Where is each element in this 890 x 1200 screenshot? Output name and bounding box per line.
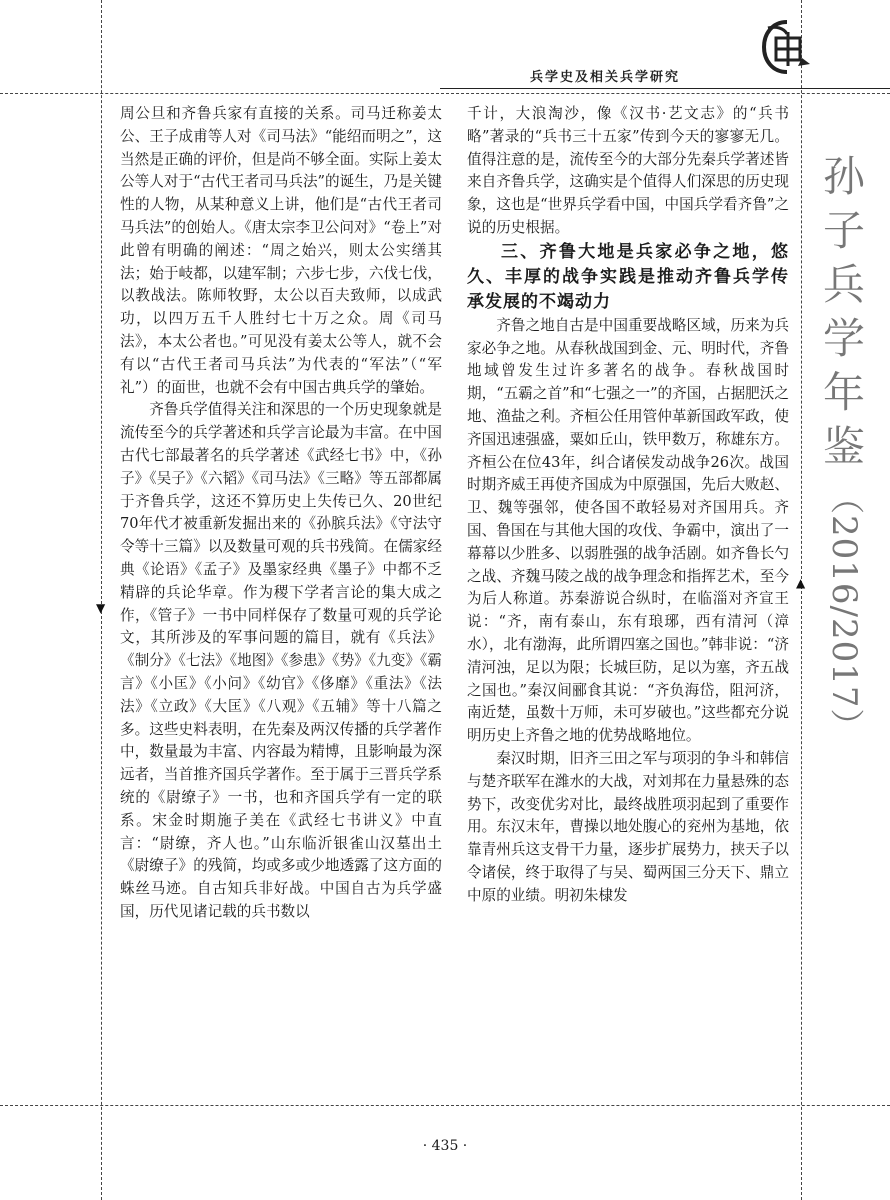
yearbook-logo-icon [758,18,816,76]
section-heading: 三、齐鲁大地是兵家必争之地，悠久、丰厚的战争实践是推动齐鲁兵学传承发展的不竭动力 [467,241,789,312]
side-title-char: 学 [822,314,865,363]
side-title-char: 年 [822,368,865,417]
right-paragraph-1: 千计，大浪淘沙，像《汉书·艺文志》的“兵书略”著录的“兵书三十五家”传到今天的寥寥无几。值得注意的是，流传至今的大部分先秦兵学著述皆来自齐鲁兵学，这确实是个值得人们深思的历史现象，这也是“世界兵学看中国，中国兵学看齐鲁”之说的历史根据。 [467,105,789,236]
right-paragraph-2: 齐鲁之地自古是中国重要战略区域，历来为兵家必争之地。从春秋战国到金、元、明时代，齐鲁地域曾发生过许多著名的战争。春秋战国时期，“五霸之首”和“七强之一”的齐国，占据肥沃之地、渔盐之利。齐桓公任用管仲革新国政军政，使齐国迅速强盛，粟如丘山，铁甲数万，称雄东方。齐桓公在位43年，纠合诸侯发动战争26次。战国时期齐威王再使齐国成为中原强国，先后大败赵、卫、魏等强邻，使各国不敢轻易对齐国用兵。齐国、鲁国在与其他大国的攻伐、争霸中，演出了一幕幕以少胜多、以弱胜强的战争活剧。如齐鲁长勺之战、齐魏马陵之战的战争理念和指挥艺术，至今为后人称道。苏秦游说合纵时，在临淄对齐宣王说：“齐，南有泰山，东有琅琊，西有清河（漳水），北有渤海，此所谓四塞之国也。”韩非说：“济清河浊，足以为限；长城巨防，足以为塞，齐五战之国也。”秦汉间郦食其说：“齐负海岱，阻河济，南近楚，虽数十万师，未可岁破也。”这些都充分说明历史上齐鲁之地的优势战略地位。 [467,316,789,745]
running-header: 兵学史及相关兵学研究 [530,70,681,85]
register-mark-left: ▼ [96,601,106,615]
right-column [467,103,789,908]
crop-line-left [101,0,102,1200]
crop-line-bottom [0,1105,890,1106]
page-number: · 435 · [422,1138,468,1154]
crop-line-top [0,93,890,94]
header-rule [440,88,890,89]
left-paragraph-1: 周公旦和齐鲁兵家有直接的关系。司马迁称姜太公、王子成甫等人对《司马法》“能绍而明之”，这当然是正确的评价，但是尚不够全面。实际上姜太公等人对于“古代王者司马兵法”的诞生，乃是关键性的人物，从某种意义上讲，他们是“古代王者司马兵法”的创始人。《唐太宗李卫公问对》“卷上”对此曾有明确的阐述：“周之始兴，则太公实缮其法；始于岐都，以建军制；六步七步，六伐七伐，以教战法。陈师牧野，太公以百夫致师，以成武功，以四万五千人胜纣七十万之众。周《司马法》，本太公者也。”可见没有姜太公等人，就不会有以“古代王者司马兵法”为代表的“军法”（“军礼”）的面世，也就不会有中国古典兵学的肇始。 [120,105,442,396]
right-paragraph-3: 秦汉时期，旧齐三田之军与项羽的争斗和韩信与楚齐联军在潍水的大战，对刘邦在力量悬殊的态势下，改变优劣对比，最终战胜项羽起到了重要作用。东汉末年，曹操以地处腹心的兖州为基地，依靠青州兵这支骨干力量，逐步扩展势力，挟天子以令诸侯，终于取得了与吴、蜀两国三分天下、鼎立中原的业绩。明初朱棣发 [467,749,789,904]
side-title-char: 孙 [822,152,865,201]
side-title-year: （2016/2017） [824,480,864,744]
register-mark-right: ▲ [796,576,806,590]
left-column [120,103,442,924]
left-paragraph-2: 齐鲁兵学值得关注和深思的一个历史现象就是流传至今的兵学著述和兵学言论最为丰富。在中国古代七部最著名的兵学著述《武经七书》中，《孙子》《吴子》《六韬》《司马法》《三略》等五部都属于齐鲁兵学，这还不算历史上失传已久、20世纪70年代才被重新发掘出来的《孙膑兵法》《守法守令等十三篇》以及数量可观的兵书残简。在儒家经典《论语》《孟子》及墨家经典《墨子》中都不乏精辟的兵论华章。作为稷下学者言论的集大成之作，《管子》一书中同样保存了数量可观的兵学论文，其所涉及的军事问题的篇目，就有《兵法》《制分》《七法》《地图》《参患》《势》《九变》《霸言》《小匡》《小问》《幼官》《侈靡》《重法》《法法》《立政》《大匡》《八观》《五辅》等十八篇之多。这些史料表明，在先秦及两汉传播的兵学著作中，数量最为丰富、内容最为精博，且影响最为深远者，当首推齐国兵学著作。至于属于三晋兵学系统的《尉缭子》一书，也和齐国兵学有一定的联系。宋金时期施子美在《武经七书讲义》中直言：“尉缭，齐人也。”山东临沂银雀山汉墓出土《尉缭子》的残简，均或多或少地透露了这方面的蛛丝马迹。自古知兵非好战。中国自古为兵学盛国，历代见诸记载的兵书数以 [120,401,442,920]
crop-line-right [801,0,802,1200]
side-title-char: 兵 [822,260,865,309]
side-title-char: 子 [822,206,865,255]
side-title-char: 鉴 [822,422,865,471]
side-title [814,150,874,744]
